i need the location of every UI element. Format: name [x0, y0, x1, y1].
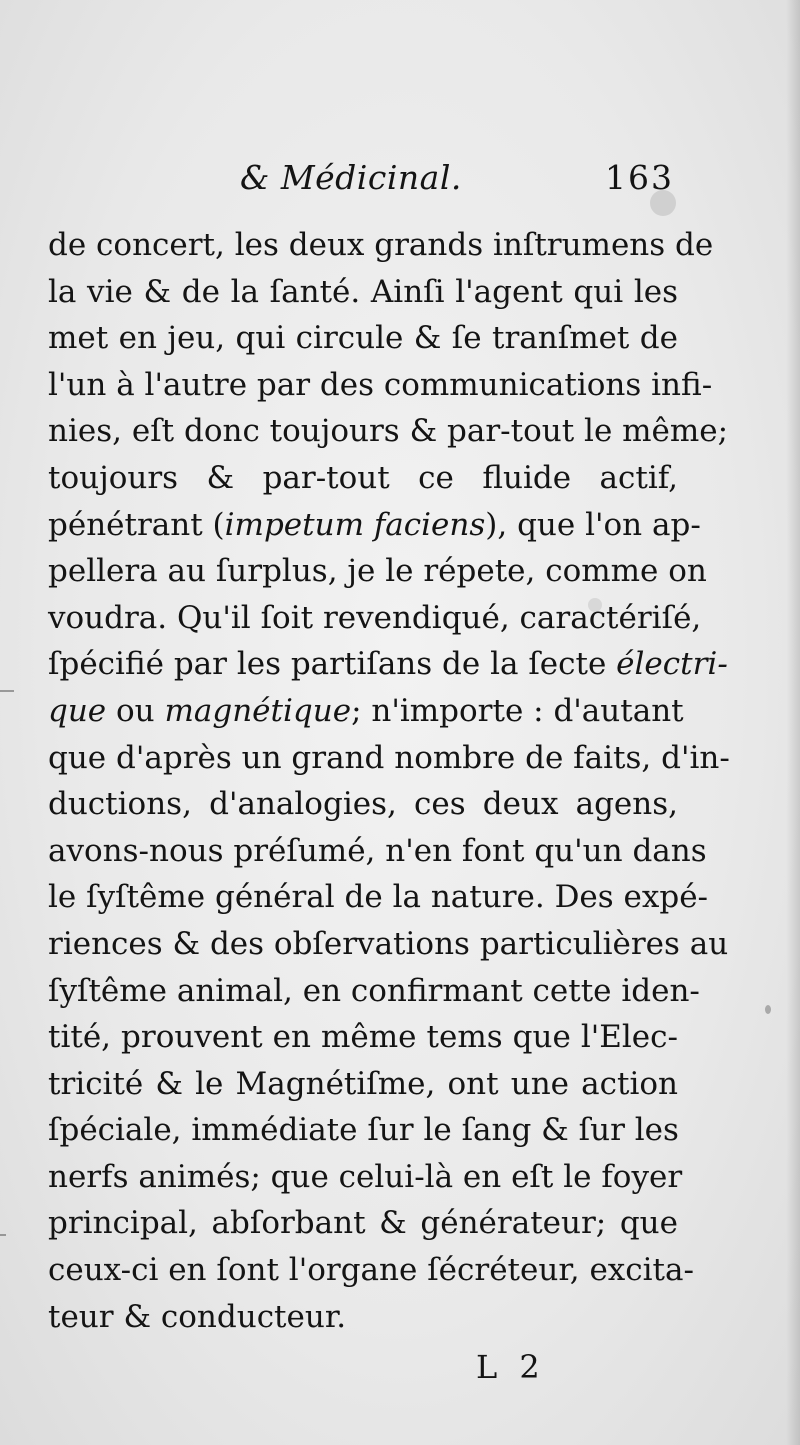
paper-speck: [765, 1005, 771, 1014]
signature-mark: L 2: [476, 1348, 546, 1386]
text-run: ſpécifié par les partiſans de la ſecte: [48, 646, 617, 683]
paper-stain: [588, 598, 602, 612]
text-line: voudra. Qu'il ſoit revendiqué, caractériſé,: [48, 599, 702, 636]
paper-stain: [650, 190, 676, 216]
text-line: ſyſtême animal, en confirmant cette iden-: [48, 972, 700, 1009]
text-line: de concert, les deux grands inſtrumens de: [48, 227, 714, 263]
running-head: & Médicinal.: [240, 158, 462, 197]
text-line: ſpéciale, immédiate ſur le ſang & ſur les: [48, 1112, 679, 1149]
italic-phrase: électri-: [616, 646, 728, 683]
text-run: pénétrant (: [48, 506, 225, 543]
text-line: pellera au ſurplus, je le répete, comme on: [48, 553, 707, 590]
text-line: tité, prouvent en même tems que l'Elec-: [48, 1019, 678, 1056]
margin-mark: [0, 690, 14, 692]
text-line: ductions, d'analogies, ces deux agens,: [48, 786, 678, 823]
text-line: ceux-ci en ſont l'organe ſécréteur, excita-: [48, 1252, 694, 1289]
italic-phrase: magnétique: [164, 692, 352, 729]
text-line: [48, 502, 701, 549]
text-line: l'un à l'autre par des communications infi-: [48, 366, 713, 403]
text-line: [48, 641, 728, 688]
text-run: ; n'importe : d'autant: [351, 692, 684, 729]
text-line: le ſyſtême général de la nature. Des expé-: [48, 879, 709, 916]
text-line: riences & des obſervations particulières au: [48, 925, 729, 962]
text-line: que d'après un grand nombre de faits, d'in-: [48, 739, 730, 776]
margin-mark: [0, 1234, 6, 1236]
italic-phrase: impetum faciens: [224, 506, 486, 543]
text-line: tricité & le Magnétiſme, ont une action: [48, 1065, 678, 1102]
text-run: ou: [106, 692, 165, 729]
text-line: toujours & par-tout ce fluide actif,: [48, 459, 678, 496]
text-line: teur & conducteur.: [48, 1298, 347, 1335]
italic-phrase: que: [48, 692, 107, 729]
text-line: [48, 688, 684, 735]
page-number: 163: [605, 158, 674, 197]
text-run: ), que l'on ap-: [485, 506, 701, 543]
page-edge-shadow: [786, 0, 800, 1445]
text-line: met en jeu, qui circule & ſe tranſmet de: [48, 320, 678, 357]
text-line: la vie & de la ſanté. Ainſi l'agent qui les: [48, 273, 678, 310]
text-line: avons-nous préſumé, n'en font qu'un dans: [48, 832, 707, 869]
text-line: nerfs animés; que celui-là en eſt le foyer: [48, 1158, 683, 1195]
text-line: nies, eſt donc toujours & par-tout le même;: [48, 413, 729, 450]
text-line: principal, abſorbant & générateur; que: [48, 1205, 678, 1242]
body-text: [48, 222, 730, 1340]
